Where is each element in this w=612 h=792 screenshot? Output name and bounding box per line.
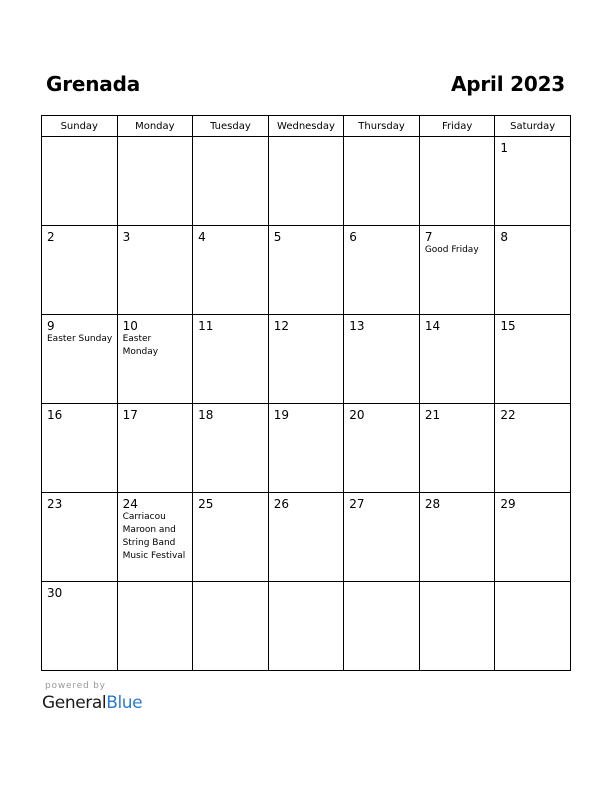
day-cell bbox=[344, 226, 420, 315]
day-number: 30 bbox=[47, 586, 63, 600]
day-cell bbox=[193, 493, 269, 582]
day-number: 4 bbox=[198, 230, 206, 244]
day-cell bbox=[344, 582, 420, 671]
day-cell bbox=[495, 315, 571, 404]
holiday-label: Good Friday bbox=[424, 245, 479, 255]
weekday-sunday: Sunday bbox=[42, 116, 118, 137]
day-cell bbox=[193, 404, 269, 493]
day-cell bbox=[419, 226, 495, 315]
day-cell bbox=[344, 493, 420, 582]
day-number: 21 bbox=[424, 408, 441, 422]
day-number: 6 bbox=[349, 230, 357, 244]
day-cell bbox=[117, 493, 193, 582]
day-number: 11 bbox=[198, 319, 214, 333]
day-number bbox=[495, 582, 570, 586]
weekday-saturday: Saturday bbox=[495, 116, 571, 137]
day-number bbox=[420, 137, 495, 141]
month-year-title: April 2023 bbox=[451, 72, 565, 96]
day-cell bbox=[42, 137, 118, 226]
country-title: Grenada bbox=[46, 72, 140, 96]
day-number: 14 bbox=[424, 319, 441, 333]
day-cell bbox=[268, 582, 344, 671]
day-cell bbox=[495, 582, 571, 671]
holiday-label: Carriacou Maroon and String Band Music Festival bbox=[122, 512, 186, 561]
holiday-label: Easter Sunday bbox=[47, 334, 113, 344]
day-cell bbox=[42, 315, 118, 404]
day-cell bbox=[268, 493, 344, 582]
day-number: 25 bbox=[198, 497, 214, 511]
day-cell bbox=[495, 137, 571, 226]
day-number bbox=[420, 582, 495, 586]
day-cell bbox=[117, 226, 193, 315]
day-cell bbox=[42, 404, 118, 493]
day-cell bbox=[42, 226, 118, 315]
day-cell bbox=[344, 404, 420, 493]
week-row bbox=[42, 226, 571, 315]
calendar-grid bbox=[41, 115, 571, 671]
day-number bbox=[269, 137, 344, 141]
day-number: 9 bbox=[47, 319, 55, 333]
weekday-thursday: Thursday bbox=[344, 116, 420, 137]
day-number: 20 bbox=[349, 408, 365, 422]
weekday-header-row bbox=[42, 116, 571, 137]
day-number: 12 bbox=[273, 319, 289, 333]
week-row bbox=[42, 404, 571, 493]
day-cell bbox=[419, 582, 495, 671]
day-number bbox=[193, 582, 268, 586]
day-number: 2 bbox=[47, 230, 55, 244]
day-cell bbox=[419, 315, 495, 404]
day-cell bbox=[419, 137, 495, 226]
day-cell bbox=[193, 315, 269, 404]
day-cell bbox=[117, 582, 193, 671]
day-number: 24 bbox=[122, 497, 138, 511]
day-cell bbox=[268, 315, 344, 404]
weekday-tuesday: Tuesday bbox=[193, 116, 269, 137]
day-cell bbox=[117, 137, 193, 226]
day-number bbox=[118, 582, 193, 586]
day-cell bbox=[268, 137, 344, 226]
week-row bbox=[42, 137, 571, 226]
day-number: 5 bbox=[273, 230, 282, 244]
brand-general-text: General bbox=[42, 693, 107, 713]
day-number: 10 bbox=[122, 319, 138, 333]
powered-by-label: powered by bbox=[45, 681, 106, 691]
day-cell bbox=[495, 493, 571, 582]
day-number bbox=[344, 137, 419, 141]
day-number bbox=[269, 582, 344, 586]
generalblue-logo[interactable] bbox=[42, 693, 142, 713]
day-number: 27 bbox=[349, 497, 365, 511]
weekday-monday: Monday bbox=[117, 116, 193, 137]
day-number: 26 bbox=[273, 497, 289, 511]
day-cell bbox=[193, 226, 269, 315]
day-number bbox=[344, 582, 419, 586]
day-cell bbox=[193, 582, 269, 671]
day-number: 8 bbox=[500, 230, 509, 244]
day-cell bbox=[495, 226, 571, 315]
day-cell bbox=[42, 582, 118, 671]
week-row bbox=[42, 582, 571, 671]
day-cell bbox=[117, 404, 193, 493]
day-number bbox=[42, 137, 117, 141]
day-cell bbox=[344, 137, 420, 226]
weekday-wednesday: Wednesday bbox=[268, 116, 344, 137]
day-cell bbox=[42, 493, 118, 582]
day-number: 3 bbox=[122, 230, 131, 244]
day-cell bbox=[117, 315, 193, 404]
day-number bbox=[118, 137, 193, 141]
day-number: 15 bbox=[500, 319, 516, 333]
day-number: 17 bbox=[122, 408, 138, 422]
footer-branding bbox=[42, 681, 142, 713]
day-number: 29 bbox=[500, 497, 516, 511]
day-number: 16 bbox=[47, 408, 63, 422]
day-cell bbox=[268, 226, 344, 315]
day-number: 13 bbox=[349, 319, 365, 333]
day-cell bbox=[268, 404, 344, 493]
week-row bbox=[42, 315, 571, 404]
day-cell bbox=[419, 493, 495, 582]
day-number: 28 bbox=[424, 497, 441, 511]
day-number: 18 bbox=[198, 408, 214, 422]
brand-blue-text: Blue bbox=[106, 693, 143, 713]
holiday-label: Easter Monday bbox=[122, 334, 159, 357]
weekday-friday: Friday bbox=[419, 116, 495, 137]
day-cell bbox=[419, 404, 495, 493]
day-cell bbox=[495, 404, 571, 493]
day-number: 22 bbox=[500, 408, 516, 422]
day-cell bbox=[344, 315, 420, 404]
day-number bbox=[193, 137, 268, 141]
day-number: 23 bbox=[47, 497, 63, 511]
calendar-header bbox=[46, 70, 565, 98]
day-number: 1 bbox=[500, 141, 509, 155]
day-number: 7 bbox=[424, 230, 433, 244]
day-cell bbox=[193, 137, 269, 226]
day-number: 19 bbox=[273, 408, 289, 422]
week-row bbox=[42, 493, 571, 582]
